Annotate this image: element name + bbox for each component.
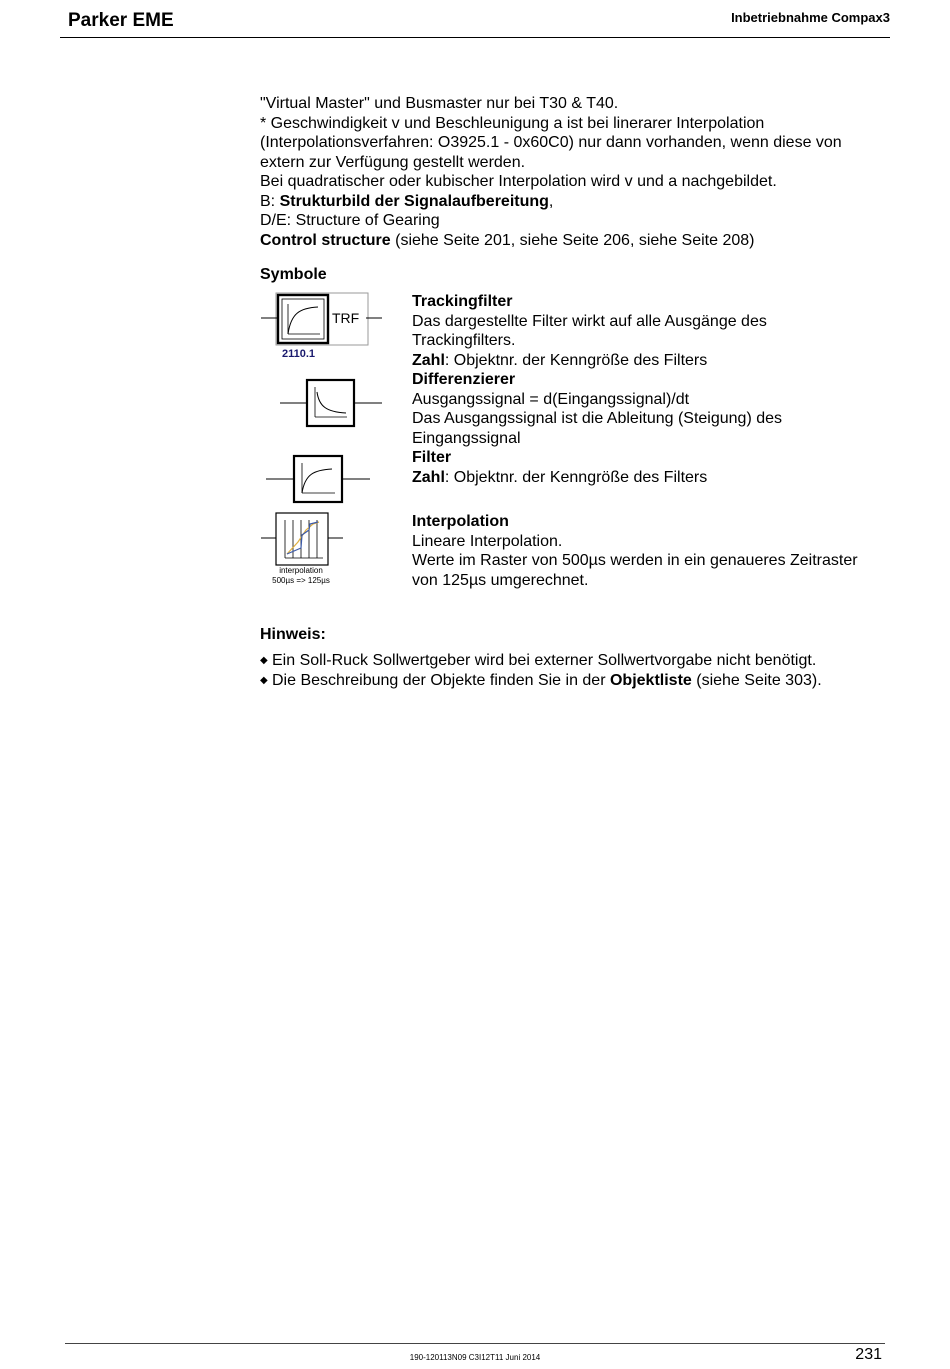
filter-zahl: [412, 468, 782, 488]
trackingfilter-title: Trackingfilter: [412, 293, 513, 310]
trackingfilter-desc-1: Das dargestellte Filter wirkt auf alle Ausgänge des: [412, 312, 767, 330]
intro-line-3: (Interpolationsverfahren: O3925.1 - 0x60C0) nur dann vorhanden, wenn diese von: [260, 134, 842, 151]
list-item: [260, 671, 822, 691]
header-company: Parker EME: [68, 10, 174, 31]
filter-title: Filter: [412, 449, 452, 466]
footer-rule: [65, 1343, 885, 1344]
trf-number: 2110.1: [282, 348, 316, 360]
symbols-diagram: [258, 288, 408, 598]
intro-line-2: * Geschwindigkeit v und Beschleunigung a ist bei linerarer Interpolation: [260, 114, 765, 132]
hinweis-item-2-suffix: (siehe Seite 303).: [691, 671, 822, 689]
symbols-heading: Symbole: [260, 266, 327, 283]
zahl-label: Zahl: [412, 351, 445, 369]
header-doc-title: Inbetriebnahme Compax3: [731, 10, 890, 25]
hinweis-item-2-prefix: Die Beschreibung der Objekte finden Sie in der: [272, 671, 610, 689]
page-number: 231: [855, 1346, 882, 1363]
interpolation-desc-2: Werte im Raster von 500µs werden in ein genaueres Zeitraster: [412, 552, 858, 569]
differentiator-desc-2: Das Ausgangssignal ist die Ableitung (Steigung) des: [412, 410, 783, 427]
differentiator-desc-1: Ausgangssignal = d(Eingangssignal)/dt: [412, 390, 690, 408]
zahl-desc: : Objektnr. der Kenngröße des Filters: [444, 351, 708, 369]
diamond-bullet-icon: ◆: [260, 674, 268, 686]
interpolation-symbol-icon: [261, 513, 343, 585]
trf-label: TRF: [332, 310, 360, 326]
filter-zahl-desc: : Objektnr. der Kenngröße des Filters: [444, 468, 708, 486]
differentiator-desc-3: Eingangssignal: [412, 429, 521, 447]
diamond-bullet-icon: ◆: [260, 655, 268, 666]
interpolation-desc-1: Lineare Interpolation.: [412, 532, 563, 550]
trackingfilter-zahl: [412, 351, 782, 371]
intro-line-7: D/E: Structure of Gearing: [260, 212, 440, 229]
filter-symbol-icon: [266, 456, 370, 502]
trackingfilter-symbol-icon: [261, 293, 382, 360]
interpolation-description: [412, 512, 858, 590]
interp-caption-1: interpolation: [279, 566, 323, 575]
filter-zahl-label: Zahl: [412, 468, 445, 486]
header-rule: [60, 37, 890, 38]
interpolation-title: Interpolation: [412, 513, 509, 530]
intro-line-1: "Virtual Master" und Busmaster nur bei T30 & T40.: [260, 95, 619, 112]
intro-line-4: extern zur Verfügung gestellt werden.: [260, 153, 526, 171]
trackingfilter-desc-2: Trackingfilters.: [412, 332, 516, 349]
differentiator-symbol-icon: [280, 380, 382, 426]
symbol-descriptions: [412, 292, 782, 487]
footer-doc-id: 190-120113N09 C3I12T11 Juni 2014: [409, 1353, 541, 1362]
intro-line-5: Bei quadratischer oder kubischer Interpolation wird v und a nachgebildet.: [260, 173, 777, 190]
intro-line-6-prefix: B:: [260, 192, 280, 210]
intro-line-8: [260, 231, 842, 251]
intro-line-6-bold: Strukturbild der Signalaufbereitung: [279, 192, 549, 210]
hinweis-list: [260, 651, 822, 690]
intro-line-8-rest: (siehe Seite 201, siehe Seite 206, siehe Seite 208): [390, 231, 755, 249]
interpolation-desc-3: von 125µs umgerechnet.: [412, 571, 589, 589]
hinweis-heading: Hinweis:: [260, 626, 326, 643]
intro-block: [260, 94, 842, 250]
control-structure-link[interactable]: Control structure: [260, 231, 391, 249]
interp-caption-2: 500µs => 125µs: [272, 576, 330, 585]
differentiator-title: Differenzierer: [412, 371, 516, 388]
intro-line-6-suffix: ,: [548, 192, 554, 210]
list-item: [260, 651, 822, 671]
hinweis-item-1: Ein Soll-Ruck Sollwertgeber wird bei externer Sollwertvorgabe nicht benötigt.: [272, 652, 817, 669]
intro-line-6: [260, 192, 842, 212]
objektliste-link[interactable]: Objektliste: [609, 671, 692, 689]
